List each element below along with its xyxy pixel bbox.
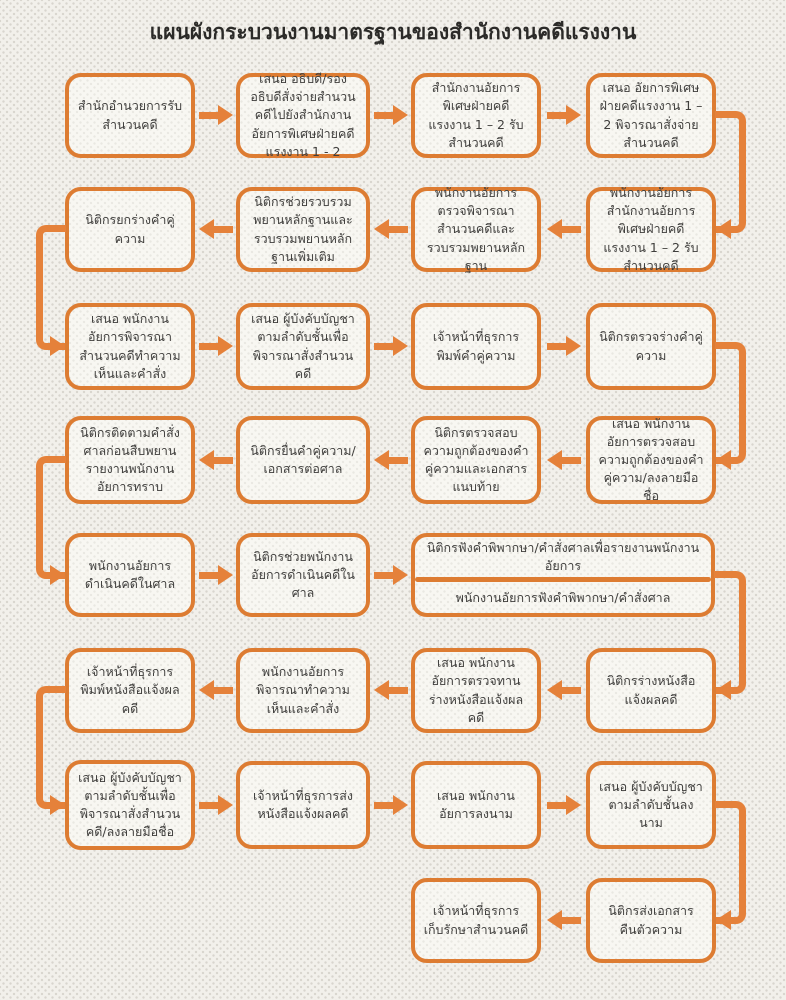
arrow-left-icon xyxy=(547,450,581,470)
arrow-left-icon xyxy=(199,450,233,470)
arrow-right-icon xyxy=(199,105,233,125)
step-box-26: เสนอ พนักงานอัยการลงนาม xyxy=(411,761,541,849)
arrow-right-icon xyxy=(374,565,408,585)
step-box-18: นิติกรช่วยพนักงานอัยการดำเนินคดีในศาล xyxy=(236,533,370,617)
step-box-22: พนักงานอัยการพิจารณาทำความเห็นและคำสั่ง xyxy=(236,648,370,733)
connector-elbow-left xyxy=(36,686,66,809)
step-box-23: เจ้าหน้าที่ธุรการพิมพ์หนังสือแจ้งผลคดี xyxy=(65,648,195,733)
arrow-right-icon xyxy=(374,795,408,815)
arrow-right-icon xyxy=(50,795,65,815)
step-box-27: เสนอ ผู้บังคับบัญชาตามลำดับชั้นลงนาม xyxy=(586,761,716,849)
arrow-right-icon xyxy=(547,795,581,815)
step-box-10: เสนอ ผู้บังคับบัญชาตามลำดับชั้นเพื่อพิจารณาสั่งสำนวนคดี xyxy=(236,303,370,390)
step-box-15: นิติกรยื่นคำคู่ความ/เอกสารต่อศาล xyxy=(236,416,370,504)
step-box-19-bottom: พนักงานอัยการฟังคำพิพากษา/คำสั่งศาล xyxy=(455,589,671,605)
connector-elbow-left xyxy=(36,456,66,579)
arrow-left-icon xyxy=(547,680,581,700)
arrow-right-icon xyxy=(199,795,233,815)
step-box-21: เสนอ พนักงานอัยการตรวจทานร่างหนังสือแจ้งผลคดี xyxy=(411,648,541,733)
arrow-left-icon xyxy=(716,910,731,930)
page-title: แผนผังกระบวนงานมาตรฐานของสำนักงานคดีแรงงาน xyxy=(149,20,637,44)
step-box-13: เสนอ พนักงานอัยการตรวจสอบความถูกต้องของคำคู่ความ/ลงลายมือชื่อ xyxy=(586,416,716,504)
arrow-left-icon xyxy=(199,680,233,700)
step-box-28: นิติกรส่งเอกสารคืนตัวความ xyxy=(586,878,716,963)
step-box-3: สำนักงานอัยการพิเศษฝ่ายคดีแรงงาน 1 – 2 รับสำนวนคดี xyxy=(411,73,541,158)
connector-elbow-right xyxy=(715,111,746,233)
step-box-2: เสนอ อธิบดี/รองอธิบดีสั่งจ่ายสำนวนคดีไปยังสำนักงานอัยการพิเศษฝ่ายคดีแรงงาน 1 - 2 xyxy=(236,73,370,158)
arrow-right-icon xyxy=(199,336,233,356)
arrow-right-icon xyxy=(50,336,65,356)
arrow-left-icon xyxy=(716,450,731,470)
step-box-8: นิติกรยกร่างคำคู่ความ xyxy=(65,187,195,272)
step-box-20: นิติกรร่างหนังสือแจ้งผลคดี xyxy=(586,648,716,733)
connector-elbow-right xyxy=(715,801,746,924)
arrow-left-icon xyxy=(374,219,408,239)
arrow-left-icon xyxy=(374,450,408,470)
arrow-right-icon xyxy=(547,336,581,356)
step-box-9: เสนอ พนักงานอัยการพิจารณาสำนวนคดีทำความเห็นและคำสั่ง xyxy=(65,303,195,390)
connector-elbow-right xyxy=(714,571,746,694)
connector-elbow-right xyxy=(715,342,746,464)
step-box-17: พนักงานอัยการดำเนินคดีในศาล xyxy=(65,533,195,617)
step-box-5: พนักงานอัยการสำนักงานอัยการพิเศษฝ่ายคดีแรงงาน 1 – 2 รับสำนวนคดี xyxy=(586,187,716,272)
step-box-16: นิติกรติดตามคำสั่งศาลก่อนสืบพยานรายงานพนักงานอัยการทราบ xyxy=(65,416,195,504)
arrow-right-icon xyxy=(50,565,65,585)
arrow-left-icon xyxy=(716,219,731,239)
arrow-left-icon xyxy=(547,219,581,239)
step-box-4: เสนอ อัยการพิเศษฝ่ายคดีแรงงาน 1 – 2 พิจารณาสั่งจ่ายสำนวนคดี xyxy=(586,73,716,158)
arrow-left-icon xyxy=(716,680,731,700)
step-box-25: เจ้าหน้าที่ธุรการส่งหนังสือแจ้งผลคดี xyxy=(236,761,370,849)
step-box-1: สำนักอำนวยการรับสำนวนคดี xyxy=(65,73,195,158)
arrow-right-icon xyxy=(199,565,233,585)
step-box-19-double xyxy=(411,533,715,617)
arrow-right-icon xyxy=(374,336,408,356)
step-box-12: นิติกรตรวจร่างคำคู่ความ xyxy=(586,303,716,390)
step-box-29: เจ้าหน้าที่ธุรการเก็บรักษาสำนวนคดี xyxy=(411,878,541,963)
step-box-11: เจ้าหน้าที่ธุรการพิมพ์คำคู่ความ xyxy=(411,303,541,390)
step-box-6: พนักงานอัยการตรวจพิจารณาสำนวนคดีและรวบรวมพยานหลักฐาน xyxy=(411,187,541,272)
step-box-14: นิติกรตรวจสอบความถูกต้องของคำคู่ความและเอกสารแนบท้าย xyxy=(411,416,541,504)
step-box-7: นิติกรช่วยรวบรวมพยานหลักฐานและรวบรวมพยานหลักฐานเพิ่มเติม xyxy=(236,187,370,272)
connector-elbow-left xyxy=(36,225,66,350)
arrow-right-icon xyxy=(374,105,408,125)
arrow-left-icon xyxy=(199,219,233,239)
arrow-left-icon xyxy=(374,680,408,700)
arrow-right-icon xyxy=(547,105,581,125)
step-box-24: เสนอ ผู้บังคับบัญชาตามลำดับชั้นเพื่อพิจารณาสั่งสำนวนคดี/ลงลายมือชื่อ xyxy=(65,760,195,850)
arrow-left-icon xyxy=(547,910,581,930)
step-box-19-top: นิติกรฟังคำพิพากษา/คำสั่งศาลเพื่อรายงานพนักงานอัยการ xyxy=(426,540,700,574)
